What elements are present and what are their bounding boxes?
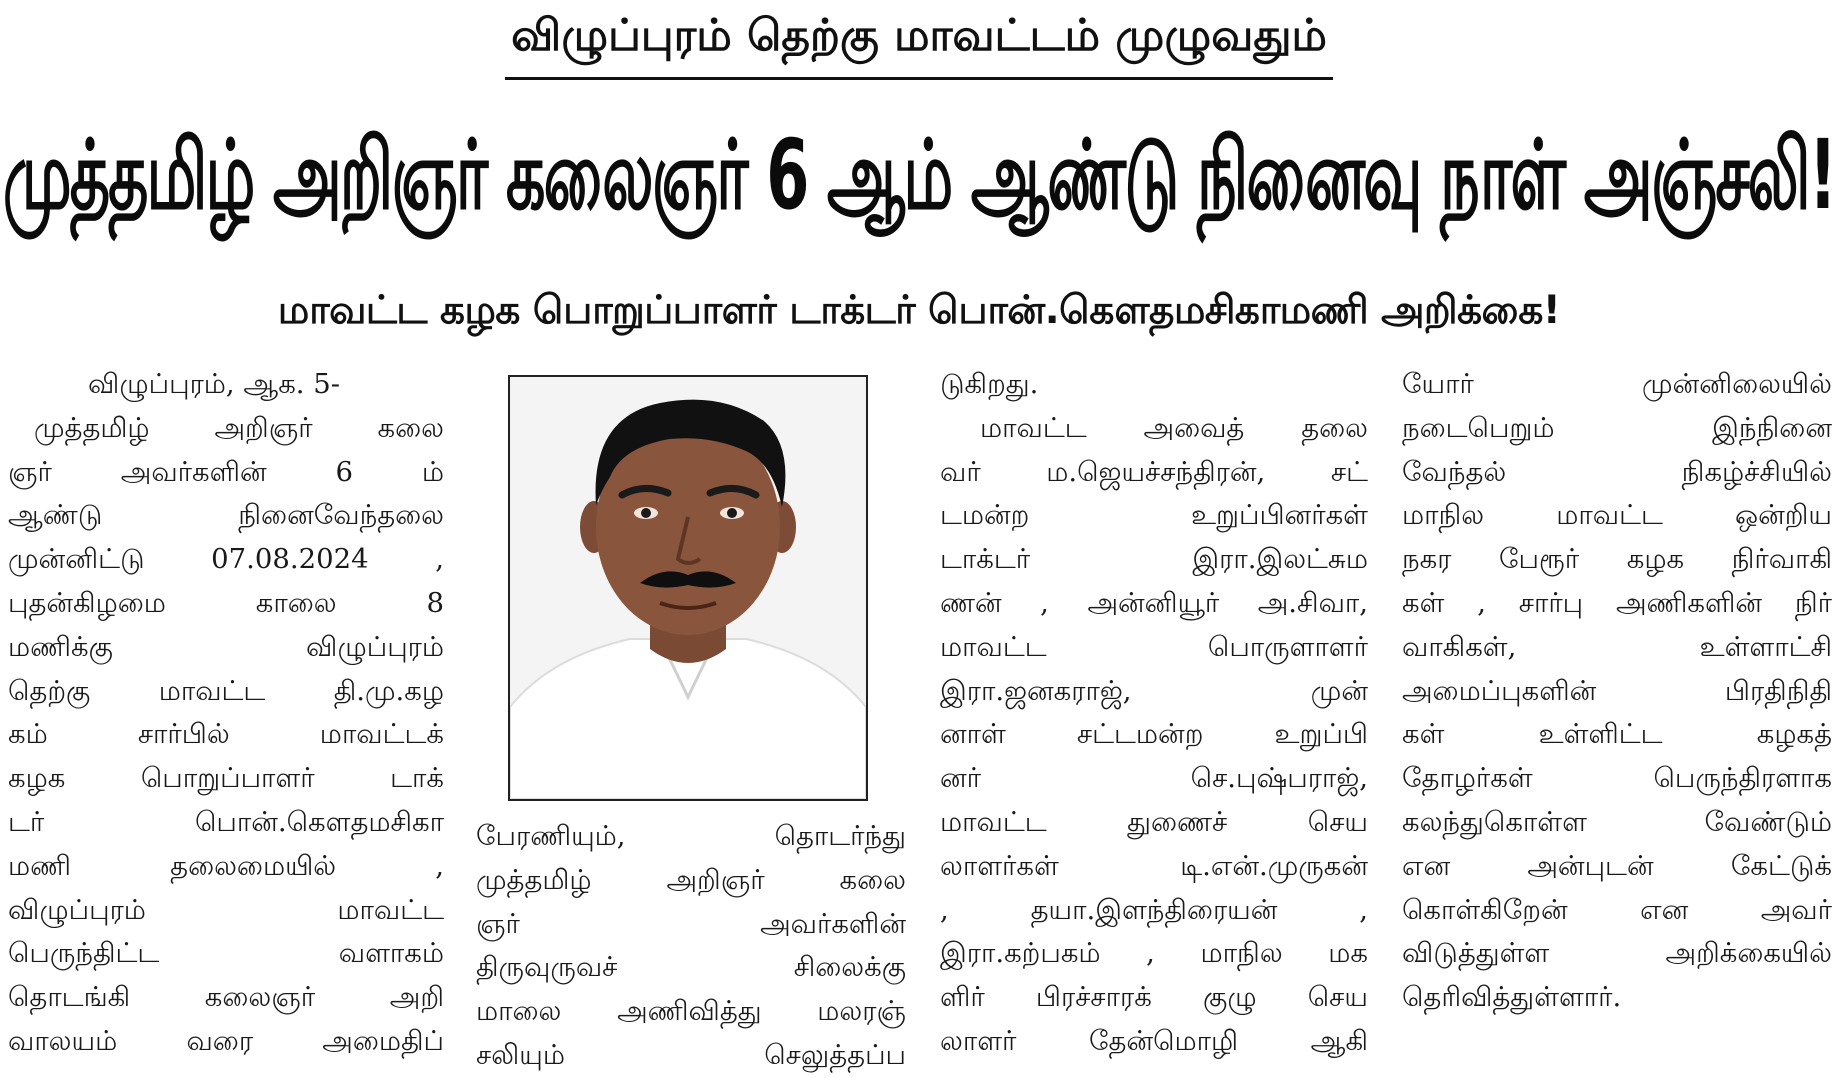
body-line: டுகிறது. [940, 368, 1039, 400]
body-line: நடைபெறும் இந்நினை [1402, 411, 1832, 444]
body-line: வாகிகள், உள்ளாட்சி [1402, 630, 1832, 663]
body-line: தொடங்கி கலைஞர் அறி [8, 981, 444, 1014]
body-line: மாவட்ட துணைச் செய [940, 805, 1368, 838]
body-line: தோழர்கள் பெருந்திரளாக [1402, 762, 1832, 795]
body-line: சலியும் செலுத்தப்ப [476, 1038, 906, 1071]
body-line: லாளர்கள் டி.என்.முருகன் [940, 849, 1368, 882]
kicker-text: விழுப்புரம் தெற்கு மாவட்டம் முழுவதும் [505, 10, 1333, 80]
body-line: தெரிவித்துள்ளார். [1402, 981, 1622, 1014]
dateline: விழுப்புரம், ஆக. 5- [88, 368, 341, 400]
body-line: ளிர் பிரச்சாரக் குழு செய [940, 981, 1368, 1014]
body-line: புதன்கிழமை காலை 8 [8, 586, 444, 619]
body-line: வேந்தல் நிகழ்ச்சியில் [1402, 455, 1832, 488]
body-line: னாள் சட்டமன்ற உறுப்பி [940, 718, 1368, 751]
kicker-heading [0, 10, 1838, 80]
body-line: ஆண்டு நினைவேந்தலை [8, 499, 444, 532]
body-line: விழுப்புரம் மாவட்ட [8, 893, 444, 926]
body-line: முத்தமிழ் அறிஞர் கலை [476, 863, 906, 896]
body-line: கள் உள்ளிட்ட கழகத் [1402, 718, 1832, 751]
subheadline: மாவட்ட கழக பொறுப்பாளர் டாக்டர் பொன்.கௌதமசிகாமணி அறிக்கை! [277, 288, 1561, 333]
body-line: கொள்கிறேன் என அவர் [1402, 893, 1832, 926]
body-line: விடுத்துள்ள அறிக்கையில் [1402, 937, 1832, 970]
portrait-illustration [510, 377, 866, 799]
body-line: பேரணியும், தொடர்ந்து [476, 820, 906, 852]
body-line: மணிக்கு விழுப்புரம் [8, 630, 444, 663]
article-column-3 [940, 363, 1368, 1064]
body-line: கழக பொறுப்பாளர் டாக் [8, 762, 444, 795]
body-line: தெற்கு மாவட்ட தி.மு.கழ [8, 674, 444, 707]
body-line: அமைப்புகளின் பிரதிநிதி [1402, 674, 1832, 707]
body-line: மாவட்ட பொருளாளர் [940, 630, 1368, 663]
body-line: திருவுருவச் சிலைக்கு [476, 951, 906, 984]
body-line: முன்னிட்டு 07.08.2024 , [8, 543, 444, 576]
article-column-1 [8, 363, 444, 1064]
article-column-4 [1402, 363, 1832, 1020]
portrait-photo [508, 375, 868, 801]
body-line: ணன் , அன்னியூர் அ.சிவா, [940, 586, 1368, 619]
body-line: இரா.கற்பகம் , மாநில மக [940, 937, 1368, 970]
body-line: பெருந்திட்ட வளாகம் [8, 937, 444, 970]
body-line: மாநில மாவட்ட ஒன்றிய [1402, 499, 1832, 532]
body-line: என அன்புடன் கேட்டுக் [1402, 849, 1832, 882]
body-line: கலந்துகொள்ள வேண்டும் [1402, 805, 1832, 838]
body-line: னர் செ.புஷ்பராஜ், [940, 762, 1368, 795]
body-line: வாலயம் வரை அமைதிப் [8, 1024, 444, 1057]
headline: முத்தமிழ் அறிஞர் கலைஞர் 6 ஆம் ஆண்டு நினைவு நாள் அஞ்சலி! [2, 118, 1836, 232]
body-line: டமன்ற உறுப்பினர்கள் [940, 499, 1368, 532]
body-line: மணி தலைமையில் , [8, 849, 444, 882]
body-line: லாளர் தேன்மொழி ஆகி [940, 1024, 1368, 1057]
body-line: முத்தமிழ் அறிஞர் கலை [34, 411, 444, 444]
body-line: மாவட்ட அவைத் தலை [980, 411, 1368, 444]
body-line: யோர் முன்னிலையில் [1402, 368, 1832, 400]
body-line: வர் ம.ஜெயச்சந்திரன், சட் [940, 455, 1368, 488]
body-line: மாலை அணிவித்து மலரஞ் [476, 995, 906, 1028]
body-line: கள் , சார்பு அணிகளின் நிர் [1402, 586, 1832, 619]
article-column-2 [476, 815, 906, 1078]
body-line: கம் சார்பில் மாவட்டக் [8, 718, 444, 751]
body-line: நகர பேரூர் கழக நிர்வாகி [1402, 543, 1832, 576]
body-line: ஞர் அவர்களின் 6 ம் [8, 455, 444, 488]
body-line: ஞர் அவர்களின் [476, 907, 906, 940]
body-line: டர் பொன்.கௌதமசிகா [8, 805, 444, 838]
body-line: டாக்டர் இரா.இலட்சும [940, 543, 1368, 576]
body-line: இரா.ஜனகராஜ், முன் [940, 674, 1368, 707]
body-line: , தயா.இளந்திரையன் , [940, 893, 1368, 926]
